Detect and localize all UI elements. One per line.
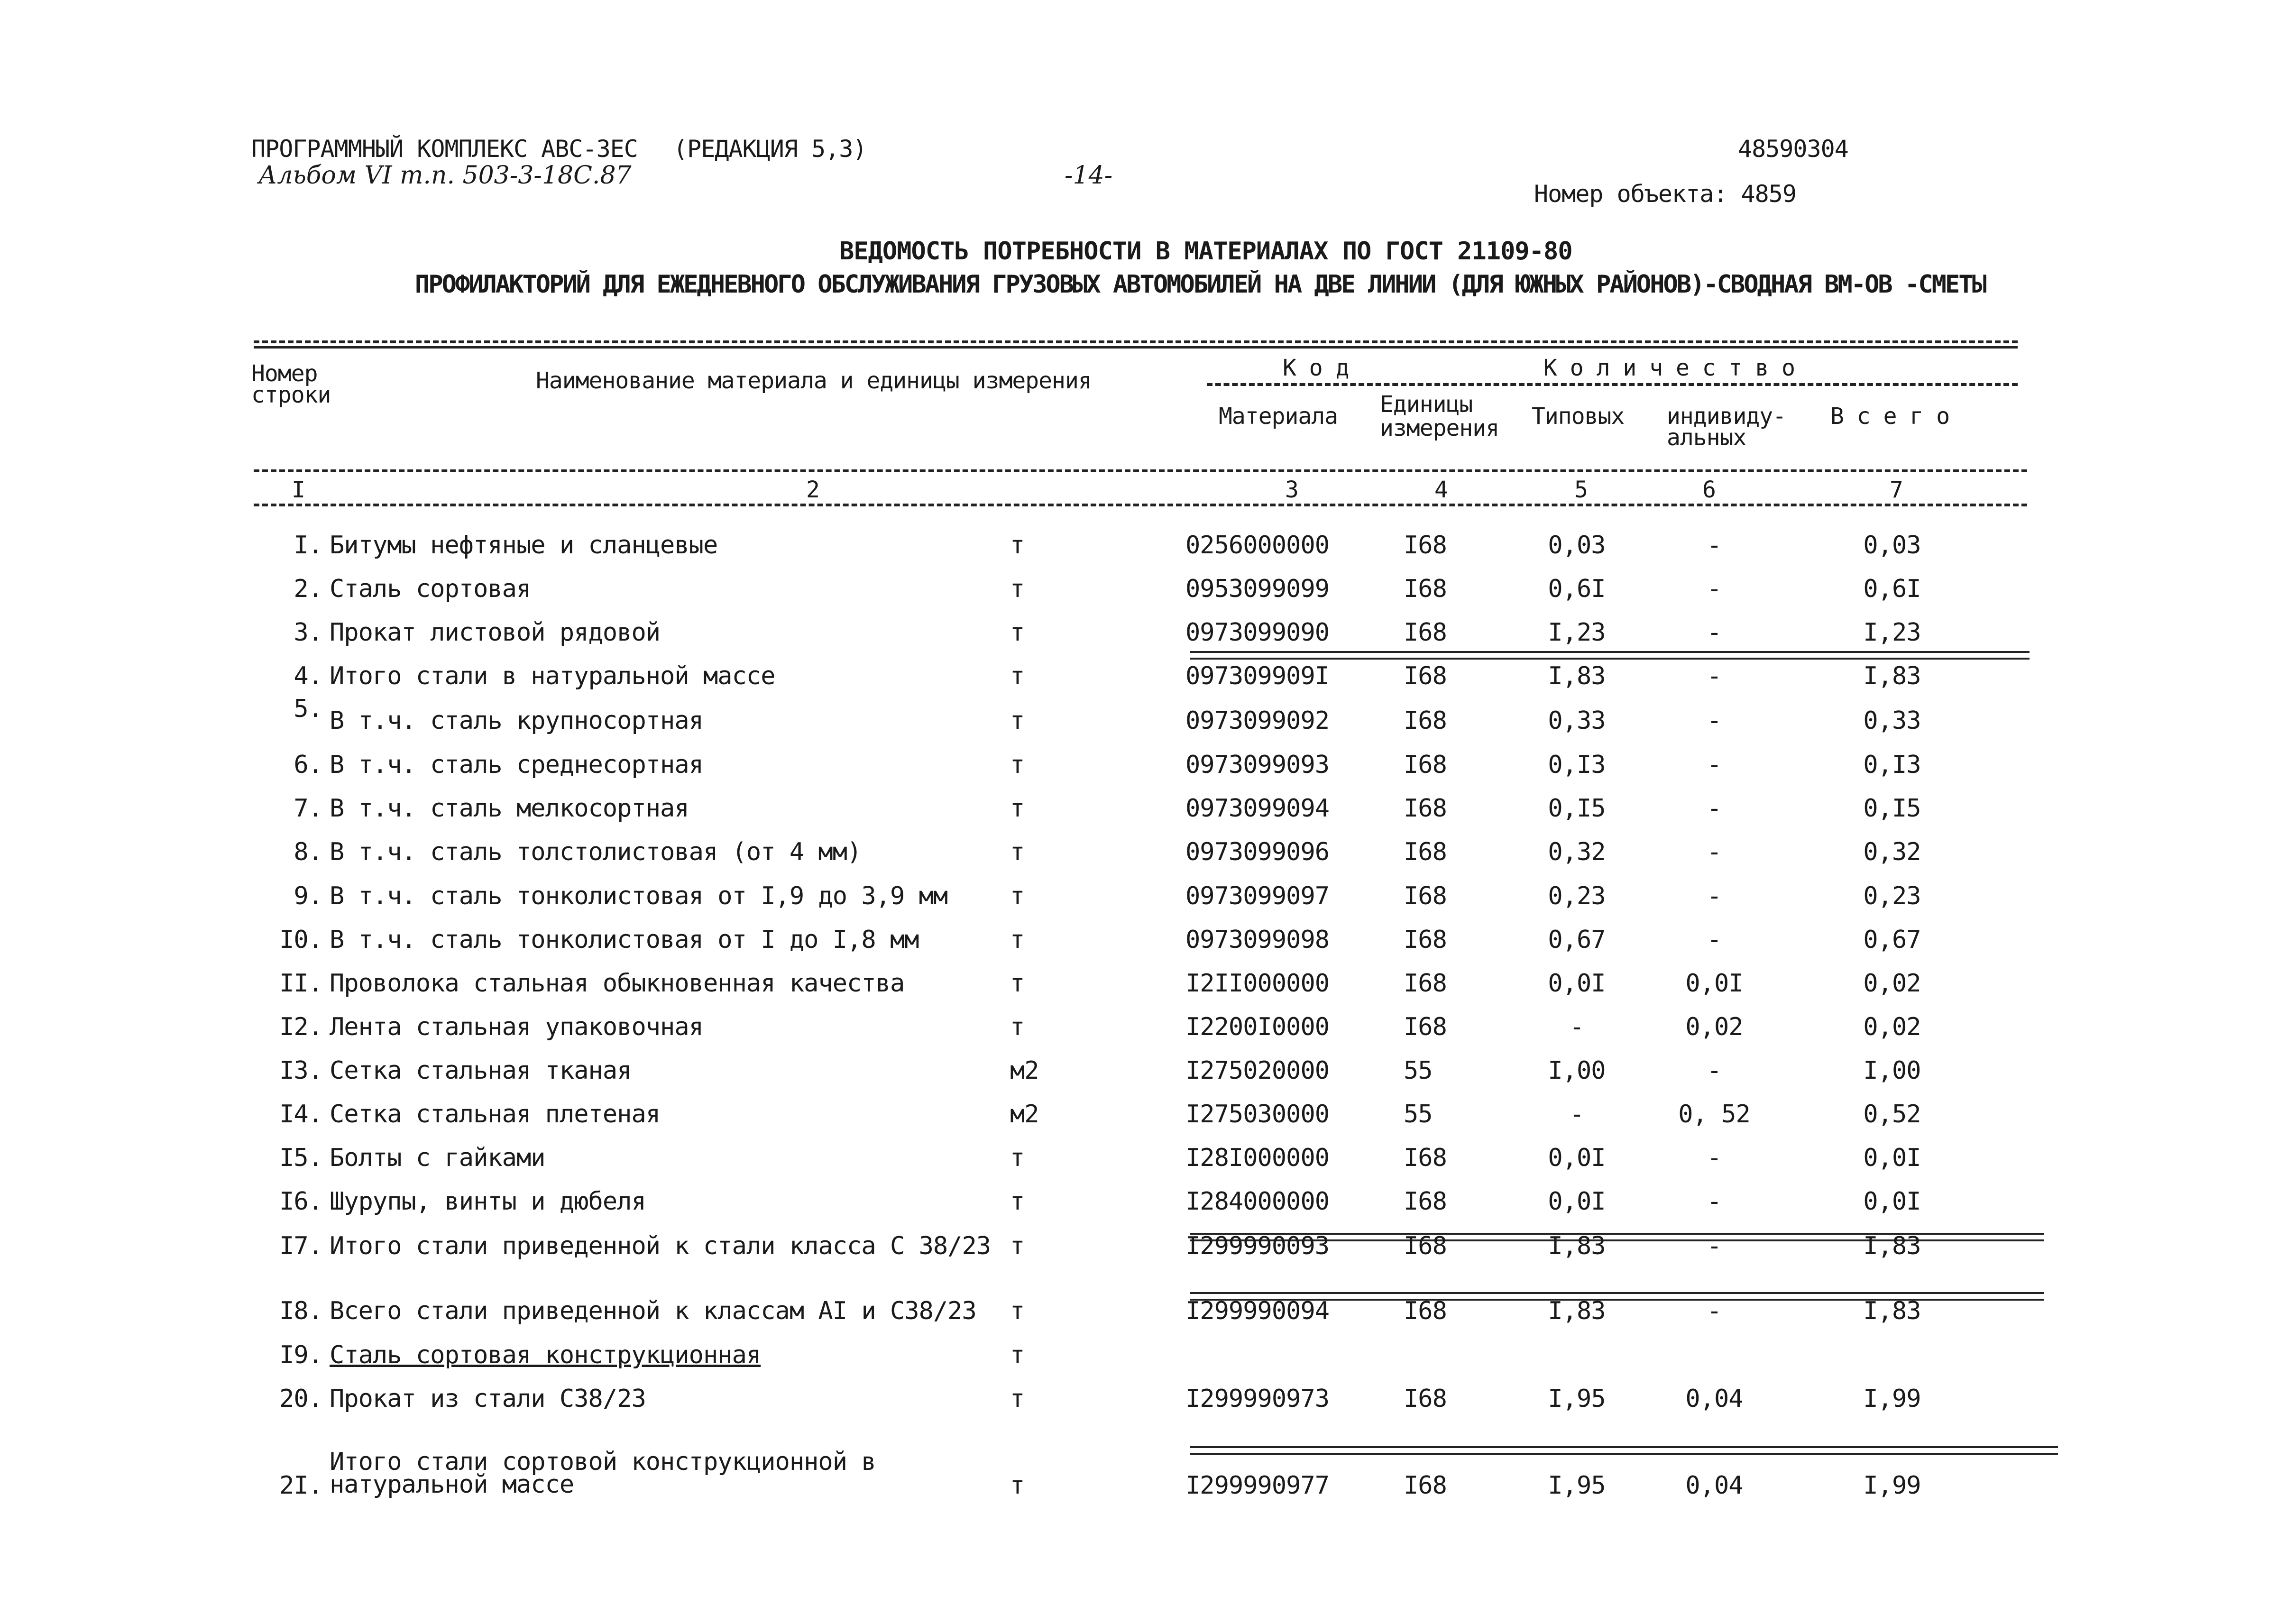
cell-code: I275030000 (1185, 1100, 1330, 1129)
cell-ue: I68 (1404, 1232, 1447, 1260)
cell-typ: 0,0I (1548, 969, 1606, 998)
cell-num: I6. (279, 1187, 322, 1216)
cell-ue: I68 (1404, 618, 1447, 647)
table-row (0, 838, 2296, 881)
cell-tot: 0,32 (1863, 838, 1921, 866)
hdr-material: Материала (1219, 403, 1338, 430)
cell-ind: - (1707, 1187, 1722, 1216)
cell-unit: т (1010, 1232, 1025, 1260)
hdr-qty-group: К о л и ч е с т в о (1543, 355, 1795, 381)
album-note: Альбом VI т.п. 503-3-18С.87 (258, 161, 632, 190)
cell-tot: I,23 (1863, 618, 1921, 647)
cell-typ: I,95 (1548, 1385, 1606, 1413)
cell-typ: 0,0I (1548, 1144, 1606, 1172)
cell-unit: т (1010, 1385, 1025, 1413)
hdr-individual-1: индивиду- (1667, 403, 1786, 430)
cell-ue: I68 (1404, 1297, 1447, 1325)
cell-unit: т (1010, 1341, 1025, 1369)
cell-ue: I68 (1404, 575, 1447, 603)
cell-num: II. (279, 969, 322, 998)
cell-unit: т (1010, 1144, 1025, 1172)
cell-name: Шурупы, винты и дюбеля (330, 1187, 646, 1216)
cell-ue: I68 (1404, 969, 1447, 998)
program-name: ПРОГРАММНЫЙ КОМПЛЕКС АВС-3ЕС (251, 135, 638, 163)
table-row (0, 531, 2296, 574)
table-row (0, 1448, 2296, 1500)
cell-ind: - (1707, 531, 1722, 560)
cell-name: В т.ч. сталь тонколистовая от I до I,8 мм (330, 926, 919, 954)
cell-code: I299990977 (1185, 1471, 1330, 1500)
cell-name: Итого стали в натуральной массе (330, 662, 775, 690)
cell-ue: I68 (1404, 1471, 1447, 1500)
hdr-code-group: К о д (1283, 355, 1349, 381)
cell-ind: - (1707, 751, 1722, 779)
colnum-2: 2 (806, 477, 819, 503)
cell-typ: - (1569, 1013, 1584, 1041)
cell-num: 9. (294, 882, 322, 910)
table-row (0, 1056, 2296, 1099)
cell-name: Сетка стальная тканая (330, 1056, 632, 1085)
colnum-1: I (292, 477, 305, 503)
cell-typ: I,83 (1548, 662, 1606, 690)
cell-ind: - (1707, 575, 1722, 603)
hdr-individual-2: альных (1667, 424, 1746, 451)
colnum-4: 4 (1434, 477, 1448, 503)
cell-num: 5. (294, 695, 322, 723)
cell-num: I8. (279, 1297, 322, 1325)
cell-ue: I68 (1404, 1187, 1447, 1216)
cell-num: I7. (279, 1232, 322, 1260)
cell-unit: т (1010, 969, 1025, 998)
rule-qty-group (1527, 383, 2018, 386)
cell-code: I299990094 (1185, 1297, 1330, 1325)
cell-tot: 0,I3 (1863, 751, 1921, 779)
cell-unit: т (1010, 1187, 1025, 1216)
cell-code: I28I000000 (1185, 1144, 1330, 1172)
object-label: Номер объекта: (1534, 180, 1727, 208)
cell-tot: 0,67 (1863, 926, 1921, 954)
cell-num: 8. (294, 838, 322, 866)
cell-typ: 0,32 (1548, 838, 1606, 866)
cell-code: 0256000000 (1185, 531, 1330, 560)
cell-name: В т.ч. сталь крупносортная (330, 706, 703, 735)
cell-name: Проволока стальная обыкновенная качества (330, 969, 905, 998)
cell-unit: т (1010, 575, 1025, 603)
cell-unit: т (1010, 882, 1025, 910)
table-row (0, 1100, 2296, 1143)
hdr-typical: Типовых (1532, 403, 1625, 430)
cell-unit: м2 (1010, 1100, 1039, 1129)
cell-num: I. (294, 531, 322, 560)
cell-typ: 0,67 (1548, 926, 1606, 954)
cell-tot: 0,33 (1863, 706, 1921, 735)
cell-typ: I,95 (1548, 1471, 1606, 1500)
cell-tot: 0,03 (1863, 531, 1921, 560)
cell-name: В т.ч. сталь среднесортная (330, 751, 703, 779)
hdr-row-number-2: строки (251, 382, 331, 408)
cell-code: I299990973 (1185, 1385, 1330, 1413)
cell-name: Итого стали сортовой конструкционной в (330, 1448, 876, 1476)
cell-typ: I,23 (1548, 618, 1606, 647)
cell-name: В т.ч. сталь тонколистовая от I,9 до 3,9 мм (330, 882, 948, 910)
cell-code: I299990093 (1185, 1232, 1330, 1260)
table-row (0, 618, 2296, 661)
cell-typ: 0,33 (1548, 706, 1606, 735)
cell-ue: I68 (1404, 1385, 1447, 1413)
cell-code: 0973099092 (1185, 706, 1330, 735)
cell-code: 0953099099 (1185, 575, 1330, 603)
cell-ind: - (1707, 838, 1722, 866)
cell-num: 7. (294, 794, 322, 823)
cell-unit: т (1010, 1471, 1025, 1500)
cell-ind: - (1707, 882, 1722, 910)
cell-ind: - (1707, 1232, 1722, 1260)
table-row (0, 1385, 2296, 1427)
cell-typ: I,83 (1548, 1297, 1606, 1325)
cell-name: Сетка стальная плетеная (330, 1100, 661, 1129)
cell-code: I2II000000 (1185, 969, 1330, 998)
cell-code: 0973099096 (1185, 838, 1330, 866)
cell-typ: 0,23 (1548, 882, 1606, 910)
cell-ind: - (1707, 1144, 1722, 1172)
table-row (0, 794, 2296, 837)
table-row (0, 1232, 2296, 1275)
hdr-unit-1: Единицы (1380, 391, 1473, 418)
table-row (0, 662, 2296, 705)
hdr-unit-2: измерения (1380, 415, 1499, 441)
cell-tot: 0,0I (1863, 1187, 1921, 1216)
table-row (0, 1013, 2296, 1055)
rule-top (254, 340, 2018, 343)
cell-code: 0973099097 (1185, 882, 1330, 910)
hdr-row-number-1: Номер (251, 360, 318, 387)
cell-name: Битумы нефтяные и сланцевые (330, 531, 718, 560)
rule-code-group (1207, 383, 1525, 386)
cell-typ: 0,03 (1548, 531, 1606, 560)
cell-unit: т (1010, 751, 1025, 779)
rule-colnum-top (254, 469, 2027, 472)
title-line-1: ВЕДОМОСТЬ ПОТРЕБНОСТИ В МАТЕРИАЛАХ ПО ГОСТ 21109-80 (839, 237, 1572, 266)
table-row (0, 1187, 2296, 1230)
cell-ue: 55 (1404, 1056, 1433, 1085)
table-row (0, 575, 2296, 617)
cell-unit: т (1010, 794, 1025, 823)
cell-name: Лента стальная упаковочная (330, 1013, 703, 1041)
object-number-line (1534, 180, 1796, 208)
cell-code: 0973099090 (1185, 618, 1330, 647)
cell-num: I2. (279, 1013, 322, 1041)
colnum-6: 6 (1702, 477, 1716, 503)
cell-tot: 0,02 (1863, 969, 1921, 998)
cell-unit: т (1010, 706, 1025, 735)
cell-ind: 0,02 (1685, 1013, 1743, 1041)
cell-typ: I,00 (1548, 1056, 1606, 1085)
cell-ue: I68 (1404, 1144, 1447, 1172)
cell-ue: I68 (1404, 1013, 1447, 1041)
cell-tot: 0,6I (1863, 575, 1921, 603)
cell-code: I275020000 (1185, 1056, 1330, 1085)
colnum-5: 5 (1574, 477, 1588, 503)
cell-num: I5. (279, 1144, 322, 1172)
cell-ue: I68 (1404, 794, 1447, 823)
cell-ue: I68 (1404, 838, 1447, 866)
cell-ind: 0,0I (1685, 969, 1743, 998)
cell-ind: - (1707, 926, 1722, 954)
cell-tot: I,00 (1863, 1056, 1921, 1085)
cell-ue: I68 (1404, 882, 1447, 910)
cell-name: Прокат из стали С38/23 (330, 1385, 646, 1413)
cell-tot: 0,23 (1863, 882, 1921, 910)
cell-code: 0973099098 (1185, 926, 1330, 954)
cell-name: Сталь сортовая (330, 575, 531, 603)
table-row (0, 1341, 2296, 1384)
cell-typ: 0,6I (1548, 575, 1606, 603)
cell-num: I9. (279, 1341, 322, 1369)
cell-ind: - (1707, 662, 1722, 690)
cell-code: I284000000 (1185, 1187, 1330, 1216)
rule-top-solid (254, 346, 2018, 349)
cell-name: Прокат листовой рядовой (330, 618, 661, 647)
table-row (0, 1144, 2296, 1186)
cell-name: Сталь сортовая конструкционная (330, 1341, 761, 1369)
cell-tot: 0,I5 (1863, 794, 1921, 823)
title-line-2: ПРОФИЛАКТОРИЙ ДЛЯ ЕЖЕДНЕВНОГО ОБСЛУЖИВАНИЯ ГРУЗОВЫХ АВТОМОБИЛЕЙ НА ДВЕ ЛИНИИ (ДЛЯ ЮЖНЫХ РАЙОНОВ)-СВОДНАЯ ВМ-ОВ -СМЕТЫ (415, 270, 1985, 299)
cell-num: I3. (279, 1056, 322, 1085)
cell-name: В т.ч. сталь мелкосортная (330, 794, 689, 823)
cell-num: 4. (294, 662, 322, 690)
cell-num: I0. (279, 926, 322, 954)
colnum-3: 3 (1285, 477, 1298, 503)
cell-num: 2. (294, 575, 322, 603)
hdr-total: В с е г о (1830, 403, 1950, 430)
cell-ue: I68 (1404, 531, 1447, 560)
cell-tot: I,99 (1863, 1385, 1921, 1413)
table-row (0, 926, 2296, 968)
cell-ind: - (1707, 706, 1722, 735)
cell-ue: I68 (1404, 751, 1447, 779)
cell-ind: - (1707, 794, 1722, 823)
cell-num: 6. (294, 751, 322, 779)
cell-unit: т (1010, 618, 1025, 647)
cell-tot: I,99 (1863, 1471, 1921, 1500)
cell-typ: - (1569, 1100, 1584, 1129)
cell-ue: I68 (1404, 926, 1447, 954)
cell-name-cont: натуральной массе (330, 1470, 574, 1499)
cell-unit: т (1010, 531, 1025, 560)
cell-num: 3. (294, 618, 322, 647)
cell-unit: т (1010, 926, 1025, 954)
cell-typ: I,83 (1548, 1232, 1606, 1260)
cell-unit: м2 (1010, 1056, 1039, 1085)
cell-num: 20. (279, 1385, 322, 1413)
cell-ind: - (1707, 1056, 1722, 1085)
cell-tot: 0,02 (1863, 1013, 1921, 1041)
hdr-name: Наименование материала и единицы измерения (536, 367, 1092, 394)
cell-unit: т (1010, 1297, 1025, 1325)
cell-ind: 0, 52 (1678, 1100, 1750, 1129)
cell-code: 097309909I (1185, 662, 1330, 690)
table-row (0, 882, 2296, 925)
object-number: 4859 (1741, 180, 1796, 208)
cell-typ: 0,I5 (1548, 794, 1606, 823)
cell-name: Болты с гайками (330, 1144, 545, 1172)
table-row (0, 695, 2296, 749)
cell-unit: т (1010, 662, 1025, 690)
page-number: -14- (1065, 161, 1113, 190)
edition: (РЕДАКЦИЯ 5,3) (673, 135, 867, 163)
cell-ind: 0,04 (1685, 1385, 1743, 1413)
table-row (0, 751, 2296, 793)
cell-ind: - (1707, 618, 1722, 647)
table-row (0, 969, 2296, 1012)
cell-typ: 0,I3 (1548, 751, 1606, 779)
cell-unit: т (1010, 838, 1025, 866)
cell-tot: 0,0I (1863, 1144, 1921, 1172)
rule-colnum-bottom (254, 504, 2027, 506)
cell-ue: 55 (1404, 1100, 1433, 1129)
cell-ind: 0,04 (1685, 1471, 1743, 1500)
table-row (0, 1297, 2296, 1340)
cell-ue: I68 (1404, 706, 1447, 735)
cell-name: В т.ч. сталь толстолистовая (от 4 мм) (330, 838, 862, 866)
colnum-7: 7 (1890, 477, 1903, 503)
cell-tot: I,83 (1863, 1232, 1921, 1260)
cell-ue: I68 (1404, 662, 1447, 690)
cell-typ: 0,0I (1548, 1187, 1606, 1216)
cell-ind: - (1707, 1297, 1722, 1325)
doc-code: 48590304 (1738, 135, 1848, 163)
cell-tot: I,83 (1863, 1297, 1921, 1325)
cell-name: Всего стали приведенной к классам АI и С38/23 (330, 1297, 976, 1325)
cell-tot: 0,52 (1863, 1100, 1921, 1129)
cell-unit: т (1010, 1013, 1025, 1041)
cell-num: 2I. (279, 1471, 322, 1500)
cell-code: 0973099094 (1185, 794, 1330, 823)
cell-tot: I,83 (1863, 662, 1921, 690)
cell-code: I2200I0000 (1185, 1013, 1330, 1041)
cell-num: I4. (279, 1100, 322, 1129)
cell-code: 0973099093 (1185, 751, 1330, 779)
cell-name: Итого стали приведенной к стали класса С 38/23 (330, 1232, 991, 1260)
